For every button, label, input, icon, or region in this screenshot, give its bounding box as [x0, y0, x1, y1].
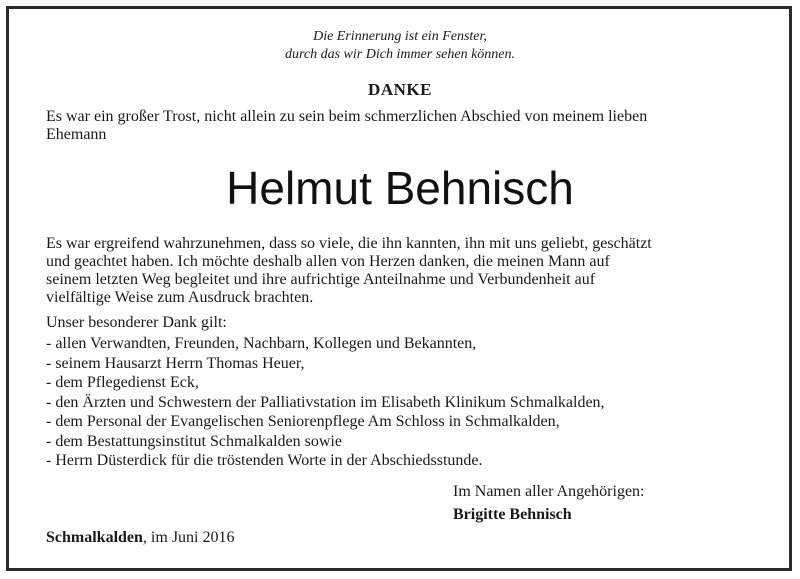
intro-line-2: Ehemann — [46, 126, 107, 143]
intro-line-1: Es war ein großer Trost, nicht allein zu sein beim schmerzlichen Abschied von meinem lieben — [46, 108, 648, 125]
body-line-3: seinem letzten Weg begleitet und ihre aufrichtige Anteilnahme und Verbundenheit auf — [46, 271, 596, 288]
body-line-4: vielfältige Weise zum Ausdruck brachten. — [46, 289, 314, 306]
motto-line-1: Die Erinnerung ist ein Fenster, — [313, 29, 487, 44]
list-item: - dem Pflegedienst Eck, — [46, 374, 199, 391]
heading: DANKE — [368, 80, 432, 99]
signature-name: Brigitte Behnisch — [453, 506, 572, 523]
list-item: - dem Bestattungsinstitut Schmalkalden sowie — [46, 432, 342, 450]
list-item: - Herrn Düsterdick für die tröstenden Worte in der Abschiedsstunde. — [46, 452, 483, 469]
list-item: - seinem Hausarzt Herrn Thomas Heuer, — [46, 354, 305, 372]
thanks-heading: Unser besonderer Dank gilt: — [46, 314, 227, 331]
list-item: - allen Verwandten, Freunden, Nachbarn, Kollegen und Bekannten, — [46, 335, 477, 352]
deceased-name: Helmut Behnisch — [226, 162, 574, 214]
body-line-2: und geachtet haben. Ich möchte deshalb allen von Herzen danken, die meinen Mann auf — [46, 253, 610, 270]
list-item: - den Ärzten und Schwestern der Palliativstation im Elisabeth Klinikum Schmalkalden, — [46, 393, 605, 411]
thanks-list — [46, 334, 605, 471]
date: , im Juni 2016 — [142, 529, 235, 546]
place: Schmalkalden — [46, 529, 143, 546]
body-line-1: Es war ergreifend wahrzunehmen, dass so viele, die ihn kannten, ihn mit uns geliebt, geschätzt — [46, 235, 652, 252]
motto-line-2: durch das wir Dich immer sehen können. — [284, 47, 516, 62]
list-item: - dem Personal der Evangelischen Seniorenpflege Am Schloss in Schmalkalden, — [46, 413, 560, 430]
signature-preamble: Im Namen aller Angehörigen: — [453, 483, 645, 500]
place-date — [46, 529, 234, 547]
